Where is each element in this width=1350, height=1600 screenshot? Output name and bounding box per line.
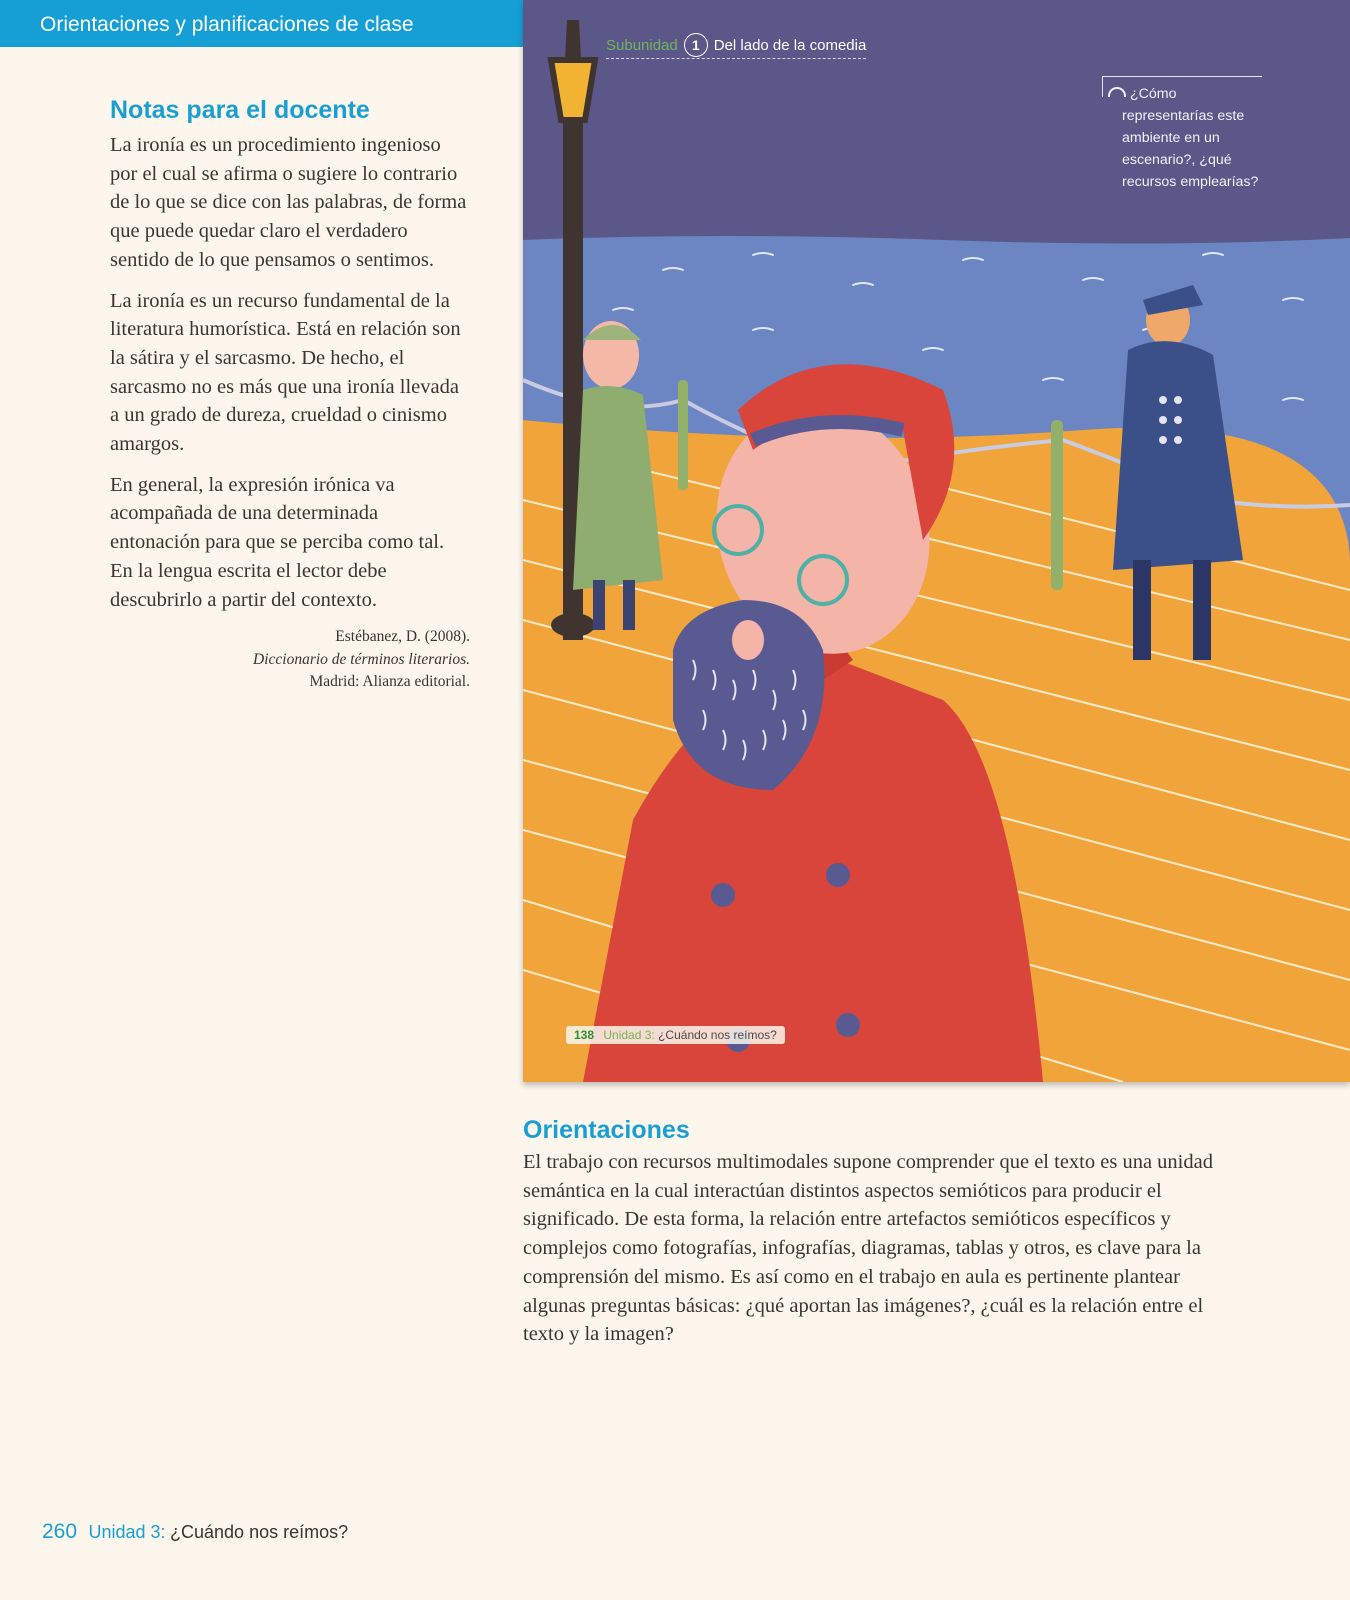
notes-paragraph: La ironía es un procedimiento ingenioso por el cual se afirma o sugiere lo contrario de lo que se dice con las palabras, de forma que puede quedar claro el verdadero sentido de lo que pensamos o sentimos. [110,134,467,271]
subunit-label [606,33,866,59]
notes-heading: Notas para el docente [110,96,370,124]
inner-page-footer [566,1026,785,1044]
page-footer [42,1520,348,1544]
orientaciones-text: El trabajo con recursos multimodales supone comprender que el texto es una unidad semántica en la cual interactúan distintos aspectos semióticos para producir el significado. De esta forma, la relación entre artefactos semióticos específicos y complejos como fotografías, infografías, diagramas, tablas y otros, es clave para la comprensión del mismo. Es así como en el trabajo en aula es pertinente plantear algunas preguntas básicas: ¿qué aportan las imágenes?, ¿cuál es la relación entre el texto y la imagen? [523,1151,1213,1346]
unit-label: Unidad 3: [88,1522,166,1542]
subunit-word: Subunidad [606,36,678,54]
inner-unit-question: ¿Cuándo nos reímos? [658,1028,777,1042]
subunit-number-badge: 1 [684,33,708,57]
citation [110,626,470,694]
notes-paragraph: En general, la expresión irónica va acompañada de una determinada entonación para que se perciba como tal. En la lengua escrita el lector debe descubrirlo a partir del contexto. [110,473,445,611]
page-number: 260 [42,1520,78,1543]
inner-unit-label: Unidad 3: [603,1028,655,1042]
question-bracket [1102,77,1107,97]
subunit-title: Del lado de la comedia [713,36,867,54]
orientaciones-section [523,1116,1223,1349]
question-text: ¿Cómo representarías este ambiente en un escenario?, ¿qué recursos emplearías? [1122,86,1259,190]
inner-page-number: 138 [574,1028,595,1042]
citation-author: Estébanez, D. (2008). [335,628,470,646]
notes-paragraph: La ironía es un recurso fundamental de la literatura humorística. Está en relación son la sátira y el sarcasmo. De hecho, el sarcasmo no es más que una ironía llevada a un grado de dureza, crueldad o cinismo amargos. [110,289,461,456]
eye-icon [1108,87,1126,97]
teacher-notes [110,96,470,694]
header-bar [0,0,523,47]
citation-title: Diccionario de términos literarios. [253,650,470,668]
unit-question: ¿Cuándo nos reímos? [170,1522,349,1542]
orientaciones-heading: Orientaciones [523,1116,690,1144]
header-title: Orientaciones y planificaciones de clase [40,13,414,36]
reflection-question [1102,76,1262,193]
citation-publisher: Madrid: Alianza editorial. [309,673,470,691]
